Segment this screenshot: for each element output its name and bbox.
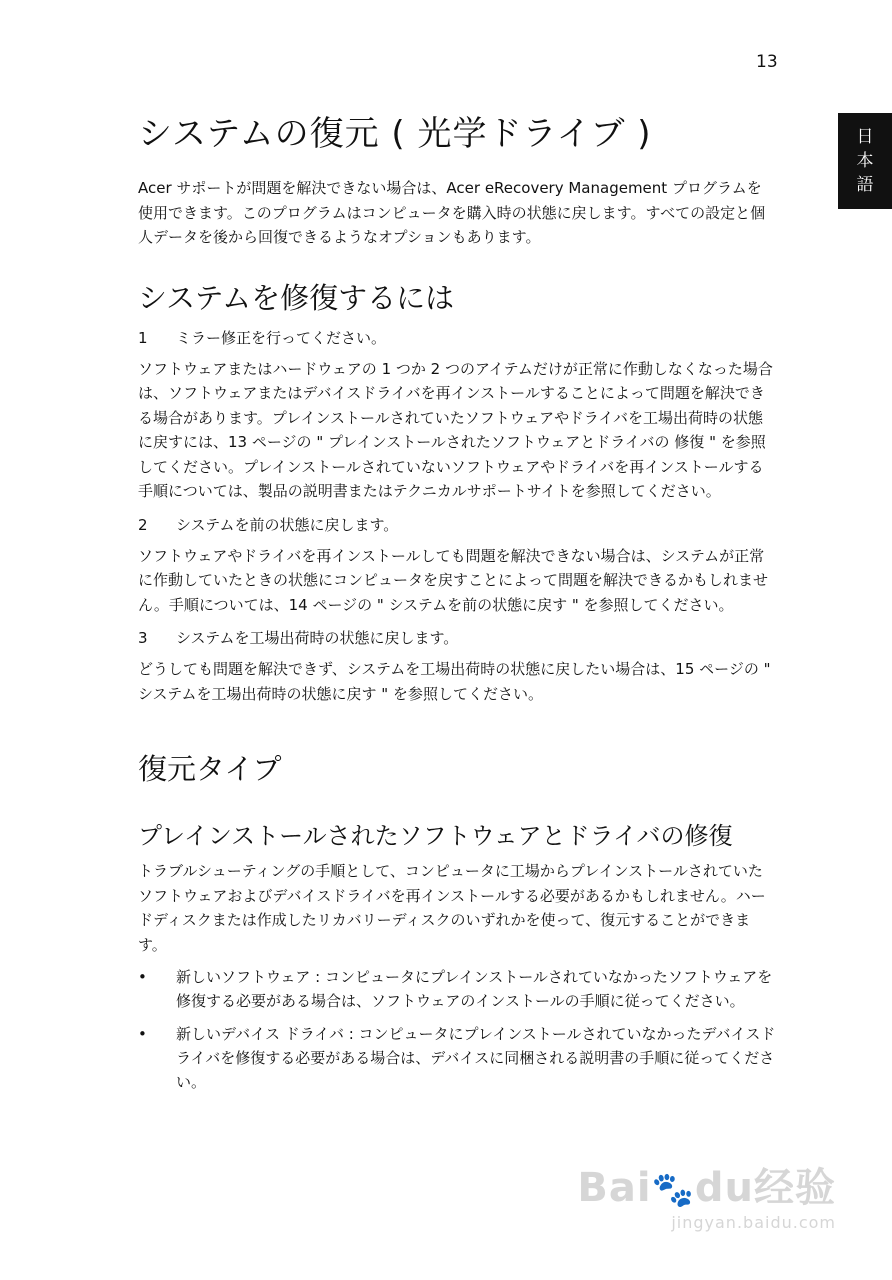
step-title: システムを前の状態に戻します。 <box>176 515 399 534</box>
repair-step <box>138 326 776 504</box>
bullet-icon: • <box>138 968 147 986</box>
baidu-watermark <box>577 1165 836 1232</box>
step-title: ミラー修正を行ってください。 <box>176 328 387 347</box>
watermark-brand: Bai <box>577 1165 652 1211</box>
watermark-brand-du: du <box>694 1165 754 1211</box>
intro-paragraph: Acer サポートが問題を解決できない場合は、Acer eRecovery Management プログラムを使用できます。このプログラムはコンピュータを購入時の状態に戻します。すべての設定と個人データを後から回復できるようなオプションもあります。 <box>138 179 766 246</box>
bullet-icon: • <box>138 1025 147 1043</box>
step-number: 2 <box>138 515 148 534</box>
language-tab-char: 本 <box>856 151 874 171</box>
language-tab-char: 日 <box>856 127 874 147</box>
bullet-text: 新しいソフトウェア : コンピュータにプレインストールされていなかったソフトウェアを修復する必要がある場合は、ソフトウェアのインストールの手順に従ってください。 <box>176 968 773 1010</box>
watermark-url: jingyan.baidu.com <box>671 1213 836 1232</box>
section-heading-repair: システムを修復するには <box>138 280 455 315</box>
section-heading-preinstalled: プレインストールされたソフトウェアとドライバの修復 <box>138 822 733 850</box>
list-item <box>138 965 776 1013</box>
step-body: どうしても問題を解決できず、システムを工場出荷時の状態に戻したい場合は、15 ページの " システムを工場出荷時の状態に戻す " を参照してください。 <box>138 660 771 703</box>
repair-step <box>138 513 776 618</box>
list-item <box>138 1022 776 1094</box>
language-tab <box>838 113 892 209</box>
step-body: ソフトウェアやドライバを再インストールしても問題を解決できない場合は、システムが正常に作動していたときの状態にコンピュータを戻すことによって問題を解決できるかもしれません。手順については、14 ページの " システムを前の状態に戻す " を参照してください。 <box>138 546 769 614</box>
bullet-text: 新しいデバイス ドライバ : コンピュータにプレインストールされていなかったデバイスドライバを修復する必要がある場合は、デバイスに同梱される説明書の手順に従ってください。 <box>176 1025 776 1091</box>
step-body: ソフトウェアまたはハードウェアの 1 つか 2 つのアイテムだけが正常に作動しなくなった場合は、ソフトウェアまたはデバイスドライバを再インストールすることによって問題を解決できる場合があります。プレインストールされていたソフトウェアやドライバを工場出荷時の状態に戻すには、13 ページの " プレインストールされたソフトウェアとドライバの 修復 " を参照してください。プレインストールされていないソフトウェアやドライバを再インストールする手順については、製品の説明書またはテクニカルサポートサイトを参照してください。 <box>138 359 773 500</box>
page-title: システムの復元 ( 光学ドライブ ) <box>138 114 652 154</box>
preinstalled-paragraph: トラブルシューティングの手順として、コンピュータに工場からプレインストールされていたソフトウェアおよびデバイスドライバを再インストールする必要があるかもしれません。ハードディスクまたは作成したリカバリーディスクのいずれかを使って、復元することができます。 <box>138 862 766 954</box>
watermark-brand-cn: 经验 <box>754 1165 836 1211</box>
paw-icon: 🐾 <box>651 1170 695 1210</box>
step-number: 3 <box>138 629 148 647</box>
page-number: 13 <box>756 52 778 72</box>
section-heading-restore-types: 復元タイプ <box>138 752 282 786</box>
page-content <box>138 108 776 1103</box>
bullet-list <box>138 965 776 1094</box>
language-tab-char: 語 <box>856 175 874 195</box>
repair-step <box>138 626 776 706</box>
step-number: 1 <box>138 328 148 347</box>
step-title: システムを工場出荷時の状態に戻します。 <box>176 629 459 647</box>
